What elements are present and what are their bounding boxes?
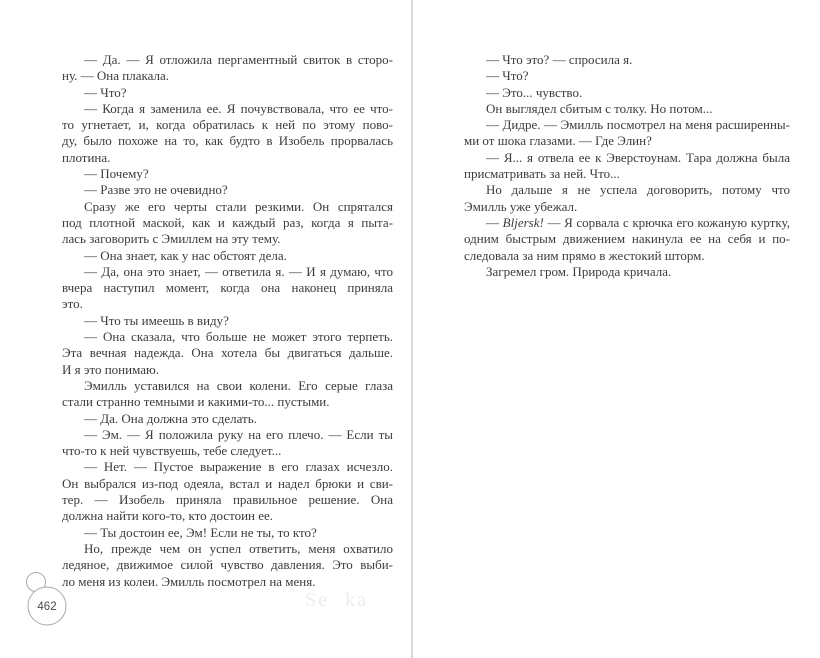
text-line: — Что? xyxy=(486,68,529,84)
left-page-text xyxy=(62,52,393,590)
text-line: — Что это? — спросила я. xyxy=(486,52,633,67)
text-line: — Нет. — Пустое выражение в его глазах исчезло. xyxy=(84,459,393,475)
text-line: — Разве это не очевидно? xyxy=(84,182,228,198)
text-line: то угнетает, и, когда обратилась к ней по этому пово- xyxy=(62,117,393,133)
text-line: — Эм. — Я положила руку на его плечо. — Если ты xyxy=(84,426,393,442)
text-line: Загремел гром. Природа кричала. xyxy=(486,263,672,279)
page-number-ornament xyxy=(20,566,82,638)
text-line: — Это... чувство. xyxy=(486,84,583,100)
text-line: — Да, она это знает, — ответила я. — И я думаю, что xyxy=(84,263,393,279)
watermark: Se ka xyxy=(305,589,368,611)
text-line: Эмилль уже убежал. xyxy=(464,198,578,214)
right-page-text xyxy=(464,52,790,280)
text-line: ледяное, движимое силой чувство давления. Это выби- xyxy=(62,557,393,573)
text-line: присматривать за ней. Что... xyxy=(464,166,620,182)
text-line: Он выбрался из-под одеяла, встал и надел брюки и сви- xyxy=(62,475,393,491)
text-line: ло меня из колеи. Эмилль посмотрел на меня. xyxy=(62,573,316,589)
text-line: — Bljersk! — Я сорвала с крючка его кожаную куртку, xyxy=(486,214,790,230)
text-line: — Да. Она должна это сделать. xyxy=(84,410,257,426)
page-number: 462 xyxy=(37,601,57,613)
text-line: — Да. — Я отложила пергаментный свиток в сторо- xyxy=(84,52,393,67)
page-divider xyxy=(411,0,413,658)
text-line: ну. — Она плакала. xyxy=(62,68,169,84)
text-line: И я это понимаю. xyxy=(62,361,159,377)
text-line: это. xyxy=(62,296,83,312)
text-line: тер. — Изобель приняла правильное решение. Она xyxy=(62,492,393,508)
text-line: под плотной маской, как и каждый раз, когда я пыта- xyxy=(62,214,393,230)
text-line: — Что ты имеешь в виду? xyxy=(84,312,229,328)
text-line: Но, прежде чем он успел ответить, меня охватило xyxy=(84,540,393,556)
text-line: Он выглядел сбитым с толку. Но потом... xyxy=(486,100,713,116)
text-line: Но дальше я не успела договорить, потому что xyxy=(486,182,790,198)
text-line: ду, было похоже на то, как будто в Изобель прорвалась xyxy=(62,133,393,149)
text-line: ми от шока глазами. — Где Элин? xyxy=(464,133,652,149)
text-line: стали странно темными и какими-то... пустыми. xyxy=(62,394,330,410)
text-line: — Когда я заменила ее. Я почувствовала, что ее что- xyxy=(84,100,393,116)
text-line: вчера наступил момент, когда она наконец приняла xyxy=(62,280,393,296)
text-line: следовала за ним прямо в жестокий шторм. xyxy=(464,247,705,263)
text-line: должна найти кого-то, кто достоин ее. xyxy=(62,508,274,524)
text-line: Эта вечная надежда. Она хотела бы двигаться дальше. xyxy=(62,345,393,361)
text-line: — Она знает, как у нас обстоят дела. xyxy=(84,247,287,263)
text-line: Сразу же его черты стали резкими. Он спрятался xyxy=(84,198,393,214)
text-line: — Что? xyxy=(84,84,127,100)
text-line: — Почему? xyxy=(84,166,149,182)
text-line: Эмилль уставился на свои колени. Его серые глаза xyxy=(84,377,393,393)
text-line: плотина. xyxy=(62,149,111,165)
text-line: — Ты достоин ее, Эм! Если не ты, то кто? xyxy=(84,524,317,540)
text-line: что-то к ней чувствуешь, тебе следует... xyxy=(62,443,282,459)
text-line: одним быстрым движением накинула ее на себя и по- xyxy=(464,231,790,247)
text-line: — Дидре. — Эмилль посмотрел на меня расширенны- xyxy=(486,117,790,133)
text-line: лась заговорить с Эмиллем на эту тему. xyxy=(62,231,281,247)
text-line: — Я... я отвела ее к Эверстоунам. Тара должна была xyxy=(486,149,790,165)
text-line: — Она сказала, что больше не может этого терпеть. xyxy=(84,329,393,345)
